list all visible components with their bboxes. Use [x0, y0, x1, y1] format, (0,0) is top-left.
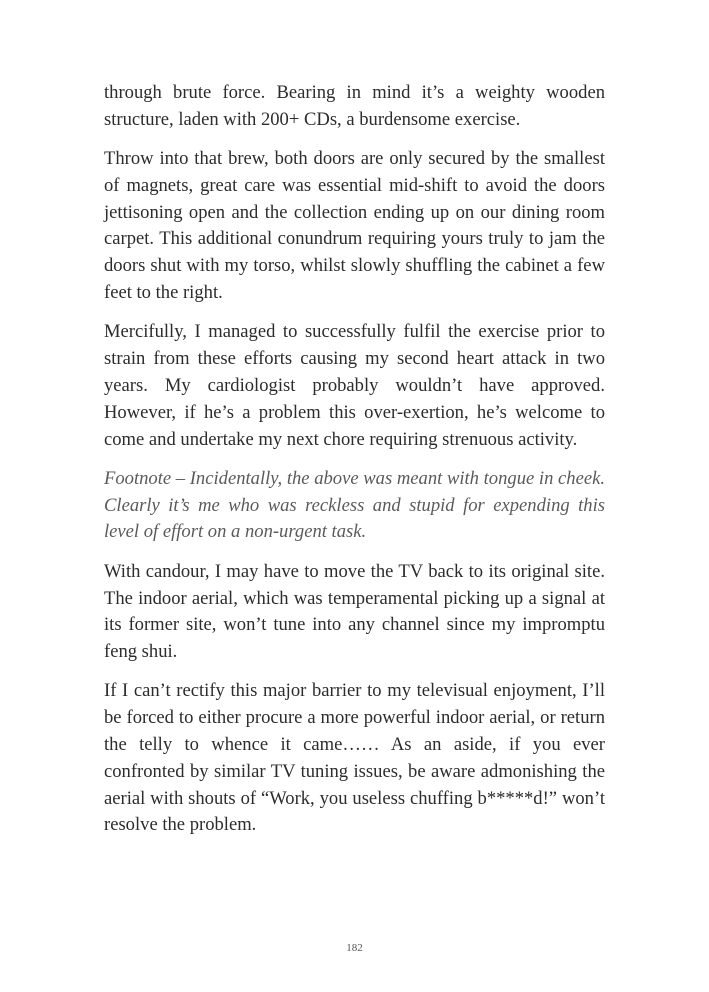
paragraph-mercifully: Mercifully, I managed to successfully fulfil the exercise prior to strain from these efforts causing my second heart attack in two years. My cardiologist probably wouldn’t have approved. However, if he’s a problem this over-exertion, he’s welcome to come and undertake my next chore requiring strenuous activity. — [104, 321, 605, 450]
paragraph-aerial: If I can’t rectify this major barrier to my televisual enjoyment, I’ll be forced to either procure a more powerful indoor aerial, or return the telly to whence it came…… As an aside, if you ever confronted by similar TV tuning issues, be aware admonishing the aerial with shouts of “Work, you useless chuffing b*****d!” won’t resolve the problem. — [104, 680, 605, 836]
paragraph-candour: With candour, I may have to move the TV back to its original site. The indoor aerial, which was temperamental picking up a signal at its former site, won’t tune into any channel since my impromptu feng shui. — [104, 560, 605, 663]
paragraph-brute-force: through brute force. Bearing in mind it’s a weighty wooden structure, laden with 200+ CDs, a burdensome exercise. — [104, 82, 605, 130]
page-number: 182 — [346, 942, 363, 954]
paragraph-magnets: Throw into that brew, both doors are only secured by the smallest of magnets, great care was essential mid-shift to avoid the doors jettisoning open and the collection ending up on our dining room carpet. This additional conundrum requiring yours truly to jam the doors shut with my torso, whilst slowly shuffling the cabinet a few feet to the right. — [104, 148, 605, 304]
body-text — [104, 80, 605, 852]
footnote-paragraph: Footnote – Incidentally, the above was meant with tongue in cheek. Clearly it’s me who was reckless and stupid for expending this level of effort on a non-urgent task. — [104, 467, 605, 543]
